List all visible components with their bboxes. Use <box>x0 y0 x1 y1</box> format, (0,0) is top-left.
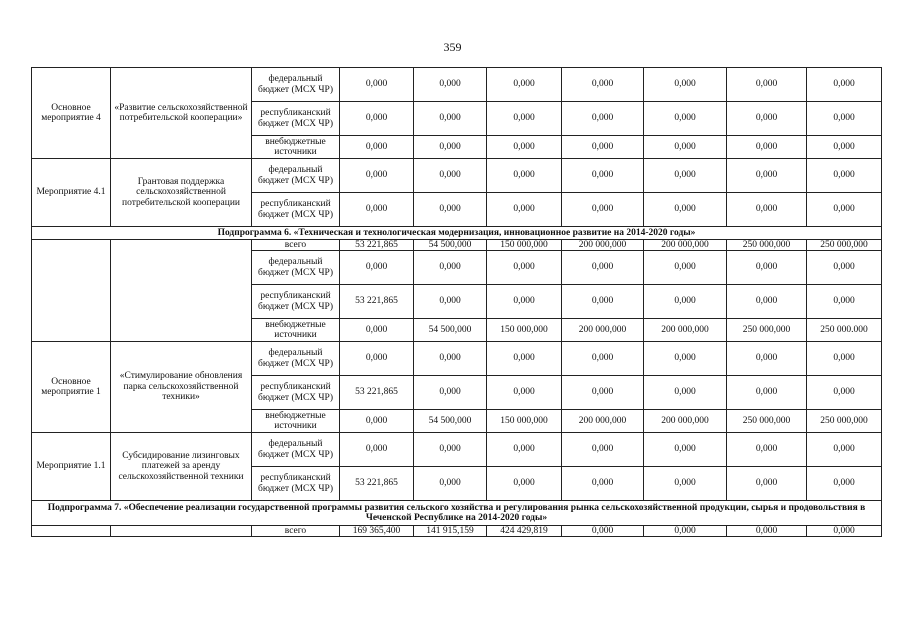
amount-cell: 0,000 <box>807 467 882 501</box>
amount-cell: 0,000 <box>807 342 882 376</box>
funding-source: республиканский бюджет (МСХ ЧР) <box>252 102 340 136</box>
amount-cell: 0,000 <box>340 68 414 102</box>
funding-source: федеральный бюджет (МСХ ЧР) <box>252 433 340 467</box>
amount-cell: 0,000 <box>727 376 807 410</box>
amount-cell: 0,000 <box>807 102 882 136</box>
page-number: 359 <box>443 40 462 54</box>
table-row <box>32 433 882 467</box>
amount-cell: 0,000 <box>807 285 882 319</box>
amount-cell: 53 221,865 <box>340 240 414 251</box>
activity-code: Мероприятие 1.1 <box>32 433 111 501</box>
funding-source: федеральный бюджет (МСХ ЧР) <box>252 342 340 376</box>
amount-cell: 200 000,000 <box>562 319 644 342</box>
amount-cell: 0,000 <box>807 376 882 410</box>
amount-cell: 0,000 <box>487 68 562 102</box>
activity-name: Субсидирование лизинговых платежей за аренду сельскохозяйственной техники <box>111 433 252 501</box>
amount-cell: 250 000,000 <box>727 410 807 433</box>
table-row <box>32 159 882 193</box>
amount-cell: 0,000 <box>562 251 644 285</box>
amount-cell: 0,000 <box>807 433 882 467</box>
amount-cell: 0,000 <box>562 193 644 227</box>
funding-source: внебюджетные источники <box>252 136 340 159</box>
amount-cell: 169 365,400 <box>340 526 414 537</box>
amount-cell: 53 221,865 <box>340 467 414 501</box>
subprogram-title: Подпрограмма 6. «Техническая и технологическая модернизация, инновационное развитие на 2014-2020 годы» <box>32 227 882 240</box>
amount-cell: 0,000 <box>727 433 807 467</box>
amount-cell: 0,000 <box>562 159 644 193</box>
amount-cell: 0,000 <box>562 376 644 410</box>
amount-cell: 0,000 <box>414 342 487 376</box>
activity-code: Основное мероприятие 4 <box>32 68 111 159</box>
subprogram-title: Подпрограмма 7. «Обеспечение реализации государственной программы развития сельского хозяйства и регулирования рынка сельскохозяйственной продукции, сырья и продовольствия в Чеченской Республике на 2014-2020 годы» <box>32 501 882 526</box>
funding-source: внебюджетные источники <box>252 319 340 342</box>
amount-cell: 0,000 <box>807 68 882 102</box>
amount-cell: 0,000 <box>340 342 414 376</box>
amount-cell: 0,000 <box>487 467 562 501</box>
amount-cell: 0,000 <box>414 467 487 501</box>
amount-cell: 0,000 <box>487 159 562 193</box>
activity-code: Основное мероприятие 1 <box>32 342 111 433</box>
activity-name: «Стимулирование обновления парка сельскохозяйственной техники» <box>111 342 252 433</box>
amount-cell: 424 429,819 <box>487 526 562 537</box>
amount-cell: 0,000 <box>727 342 807 376</box>
funding-source: республиканский бюджет (МСХ ЧР) <box>252 467 340 501</box>
amount-cell: 0,000 <box>807 159 882 193</box>
amount-cell: 200 000,000 <box>644 319 727 342</box>
amount-cell: 53 221,865 <box>340 285 414 319</box>
amount-cell: 200 000,000 <box>562 240 644 251</box>
amount-cell: 0,000 <box>727 159 807 193</box>
table-row <box>32 526 882 537</box>
amount-cell: 0,000 <box>644 342 727 376</box>
amount-cell: 200 000,000 <box>644 240 727 251</box>
amount-cell: 0,000 <box>414 193 487 227</box>
table-row <box>32 342 882 376</box>
activity-name: «Развитие сельскохозяйственной потребительской кооперации» <box>111 68 252 159</box>
amount-cell: 0,000 <box>644 102 727 136</box>
amount-cell: 0,000 <box>727 251 807 285</box>
amount-cell: 0,000 <box>644 136 727 159</box>
amount-cell: 0,000 <box>807 193 882 227</box>
table-row <box>32 240 882 251</box>
amount-cell: 150 000,000 <box>487 240 562 251</box>
amount-cell: 200 000,000 <box>644 410 727 433</box>
amount-cell: 0,000 <box>644 467 727 501</box>
subprogram-header <box>32 227 882 240</box>
amount-cell: 150 000,000 <box>487 319 562 342</box>
amount-cell: 250 000,000 <box>807 410 882 433</box>
amount-cell: 0,000 <box>414 136 487 159</box>
amount-cell: 0,000 <box>727 102 807 136</box>
amount-cell: 0,000 <box>414 433 487 467</box>
budget-table <box>31 67 882 537</box>
amount-cell: 0,000 <box>727 136 807 159</box>
amount-cell: 141 915,159 <box>414 526 487 537</box>
amount-cell: 250 000,000 <box>727 319 807 342</box>
amount-cell: 0,000 <box>340 136 414 159</box>
funding-source: республиканский бюджет (МСХ ЧР) <box>252 193 340 227</box>
funding-source: федеральный бюджет (МСХ ЧР) <box>252 68 340 102</box>
activity-code: Мероприятие 4.1 <box>32 159 111 227</box>
amount-cell: 0,000 <box>340 319 414 342</box>
amount-cell: 0,000 <box>340 159 414 193</box>
amount-cell: 0,000 <box>644 251 727 285</box>
amount-cell: 0,000 <box>644 376 727 410</box>
amount-cell: 53 221,865 <box>340 376 414 410</box>
amount-cell: 0,000 <box>562 433 644 467</box>
amount-cell: 0,000 <box>562 342 644 376</box>
amount-cell: 0,000 <box>487 376 562 410</box>
amount-cell: 0,000 <box>727 193 807 227</box>
amount-cell: 0,000 <box>562 102 644 136</box>
activity-name: Грантовая поддержка сельскохозяйственной потребительской кооперации <box>111 159 252 227</box>
amount-cell: 0,000 <box>727 68 807 102</box>
amount-cell: 0,000 <box>340 251 414 285</box>
amount-cell: 0,000 <box>727 285 807 319</box>
amount-cell: 250 000,000 <box>807 240 882 251</box>
funding-source: федеральный бюджет (МСХ ЧР) <box>252 159 340 193</box>
amount-cell: 0,000 <box>340 102 414 136</box>
amount-cell: 54 500,000 <box>414 319 487 342</box>
amount-cell: 0,000 <box>727 526 807 537</box>
amount-cell: 0,000 <box>562 136 644 159</box>
amount-cell: 0,000 <box>487 285 562 319</box>
amount-cell: 0,000 <box>644 526 727 537</box>
amount-cell: 0,000 <box>807 251 882 285</box>
amount-cell: 0,000 <box>487 102 562 136</box>
funding-source: республиканский бюджет (МСХ ЧР) <box>252 285 340 319</box>
funding-source: республиканский бюджет (МСХ ЧР) <box>252 376 340 410</box>
amount-cell: 0,000 <box>487 136 562 159</box>
amount-cell: 0,000 <box>644 285 727 319</box>
amount-cell: 0,000 <box>414 251 487 285</box>
amount-cell: 0,000 <box>727 467 807 501</box>
amount-cell: 0,000 <box>562 68 644 102</box>
amount-cell: 200 000,000 <box>562 410 644 433</box>
amount-cell: 0,000 <box>562 467 644 501</box>
table-row <box>32 68 882 102</box>
amount-cell: 0,000 <box>487 193 562 227</box>
amount-cell: 0,000 <box>807 136 882 159</box>
amount-cell: 0,000 <box>644 193 727 227</box>
amount-cell: 0,000 <box>340 410 414 433</box>
amount-cell: 0,000 <box>340 433 414 467</box>
amount-cell: 250 000.000 <box>807 319 882 342</box>
funding-source: федеральный бюджет (МСХ ЧР) <box>252 251 340 285</box>
funding-source: внебюджетные источники <box>252 410 340 433</box>
amount-cell: 0,000 <box>644 433 727 467</box>
amount-cell: 0,000 <box>644 159 727 193</box>
amount-cell: 0,000 <box>414 159 487 193</box>
amount-cell: 0,000 <box>414 68 487 102</box>
amount-cell: 0,000 <box>487 251 562 285</box>
amount-cell: 0,000 <box>562 526 644 537</box>
subprogram-header <box>32 501 882 526</box>
amount-cell: 0,000 <box>414 285 487 319</box>
amount-cell: 54 500,000 <box>414 410 487 433</box>
amount-cell: 0,000 <box>487 433 562 467</box>
amount-cell: 0,000 <box>807 526 882 537</box>
amount-cell: 150 000,000 <box>487 410 562 433</box>
amount-cell: 0,000 <box>414 102 487 136</box>
funding-source: всего <box>252 240 340 251</box>
amount-cell: 54 500,000 <box>414 240 487 251</box>
amount-cell: 0,000 <box>562 285 644 319</box>
amount-cell: 0,000 <box>487 342 562 376</box>
amount-cell: 250 000,000 <box>727 240 807 251</box>
amount-cell: 0,000 <box>414 376 487 410</box>
funding-source: всего <box>252 526 340 537</box>
amount-cell: 0,000 <box>644 68 727 102</box>
amount-cell: 0,000 <box>340 193 414 227</box>
